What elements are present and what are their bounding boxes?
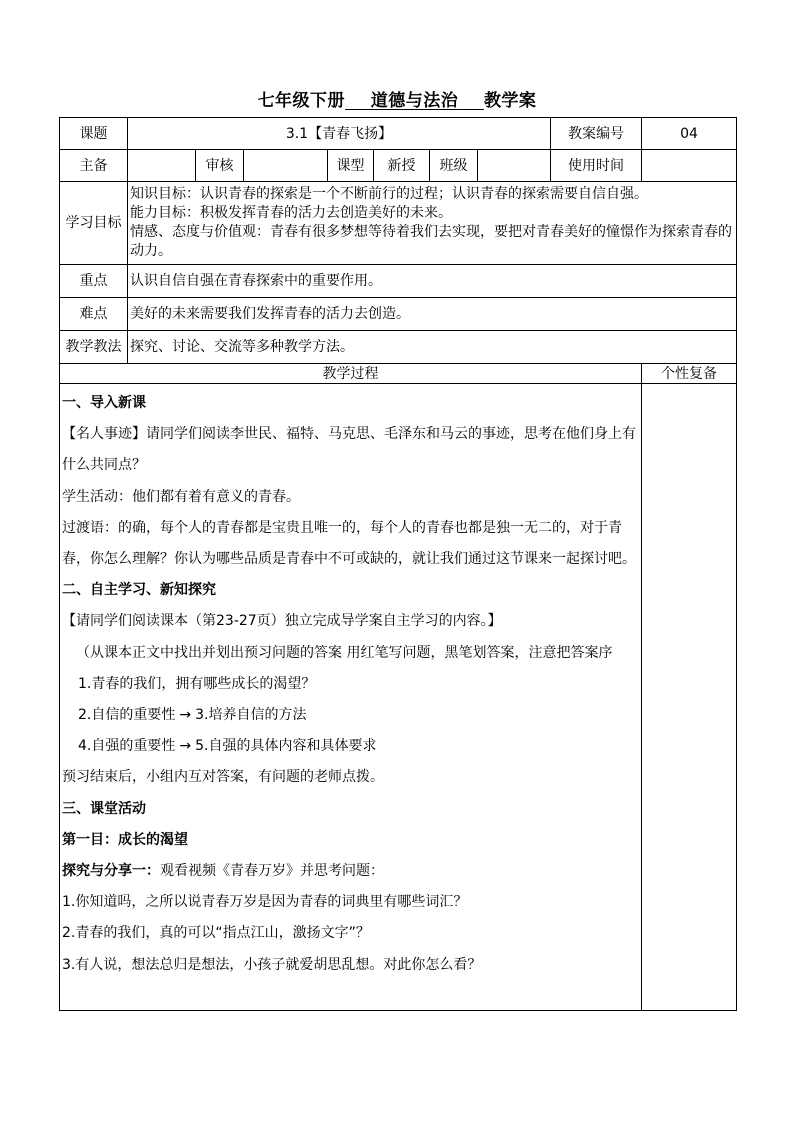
preview-question-2-3: 2.自信的重要性 → 3.培养自信的方法: [78, 707, 307, 724]
personal-notes-cell: [642, 384, 737, 1011]
lead-teacher-value: [128, 150, 196, 182]
topic-value: 3.1【青春飞扬】: [128, 118, 551, 150]
discussion-question-2: 2.青春的我们，真的可以“指点江山，激扬文字”？: [62, 925, 370, 942]
section-1-paragraph-1: 【名人事迹】请同学们阅读李世民、福特、马克思、毛泽东和马云的事迹，思考在他们身上有什么共同点？: [62, 426, 636, 474]
topic-row: [60, 118, 737, 150]
key-point-row: [60, 265, 737, 298]
difficulty-row: [60, 298, 737, 331]
section-2-paragraph-1: 【请同学们阅读课本（第23-27页）独立完成导学案自主学习的内容。】: [62, 613, 502, 630]
section-3-subtitle: 第一目：成长的渴望: [62, 831, 188, 848]
method-row: [60, 331, 737, 364]
personal-notes-header: 个性复备: [642, 364, 737, 384]
lesson-type-label: 课型: [328, 150, 374, 182]
reviewer-label: 审核: [196, 150, 244, 182]
arrow-icon: →: [179, 707, 192, 724]
reviewer-value: [244, 150, 328, 182]
section-3-title: 三、课堂活动: [62, 800, 146, 817]
difficulty-value: 美好的未来需要我们发挥青春的活力去创造。: [128, 298, 737, 331]
meta-row: [60, 150, 737, 182]
objectives-content: [128, 182, 737, 265]
section-2-paragraph-2: （从课本正文中找出并划出预习问题的答案 用红笔写问题，黑笔划答案，注意把答案序: [76, 644, 613, 661]
lesson-plan-table: [59, 117, 737, 1011]
document-title: [0, 86, 794, 111]
objectives-row: [60, 182, 737, 265]
section-1-paragraph-2: 学生活动：他们都有着有意义的青春。: [62, 488, 300, 505]
class-label: 班级: [430, 150, 478, 182]
lesson-type-value: 新授: [374, 150, 430, 182]
plan-number-label: 教案编号: [551, 118, 642, 150]
section-1-paragraph-3: 过渡语：的确，每个人的青春都是宝贵且唯一的，每个人的青春也都是独一无二的，对于青春，你怎么理解？你认为哪些品质是青春中不可或缺的，就让我们通过这节课来一起探讨吧。: [62, 519, 636, 568]
use-time-label: 使用时间: [551, 150, 642, 182]
difficulty-label: 难点: [60, 298, 128, 331]
process-header-row: [60, 364, 737, 384]
method-value: 探究、讨论、交流等多种教学方法。: [128, 331, 737, 364]
discussion-question-3: 3.有人说，想法总归是想法，小孩子就爱胡思乱想。对此你怎么看？: [62, 956, 482, 973]
emotion-objective: 情感、态度与价值观：青春有很多梦想等待着我们去实现，要把对青春美好的憧憬作为探索青春的动力。: [130, 224, 732, 259]
preview-question-4-5: 4.自强的重要性 → 5.自强的具体内容和具体要求: [78, 738, 377, 755]
use-time-value: [642, 150, 737, 182]
knowledge-objective: 知识目标：认识青春的探索是一个不断前行的过程；认识青春的探索需要自信自强。: [130, 186, 648, 202]
discussion-question-1: 1.你知道吗，之所以说青春万岁是因为青春的词典里有哪些词汇？: [62, 894, 468, 911]
explore-share-1: 探究与分享一：观看视频《青春万岁》并思考问题：: [62, 863, 384, 880]
process-body-row: [60, 384, 737, 1011]
arrow-icon: →: [179, 738, 192, 755]
preview-question-1: 1.青春的我们，拥有哪些成长的渴望？: [78, 675, 316, 692]
section-1-title: 一、导入新课: [62, 395, 146, 411]
objectives-label: 学习目标: [60, 182, 128, 265]
plan-number-value: 04: [642, 118, 737, 150]
method-label: 教学教法: [60, 331, 128, 364]
process-content: [60, 384, 642, 1011]
topic-label: 课题: [60, 118, 128, 150]
key-point-value: 认识自信自强在青春探索中的重要作用。: [128, 265, 737, 298]
ability-objective: 能力目标：积极发挥青春的活力去创造美好的未来。: [130, 205, 452, 221]
class-value: [478, 150, 551, 182]
lead-teacher-label: 主备: [60, 150, 128, 182]
title-grade: 七年级下册: [257, 91, 346, 111]
title-subject: 道德与法治: [370, 91, 459, 111]
section-2-title: 二、自主学习、新知探究: [62, 582, 216, 599]
section-2-paragraph-3: 预习结束后，小组内互对答案，有问题的老师点拨。: [62, 769, 384, 786]
key-point-label: 重点: [60, 265, 128, 298]
process-header: 教学过程: [60, 364, 642, 384]
title-doc-type: 教学案: [483, 91, 537, 111]
